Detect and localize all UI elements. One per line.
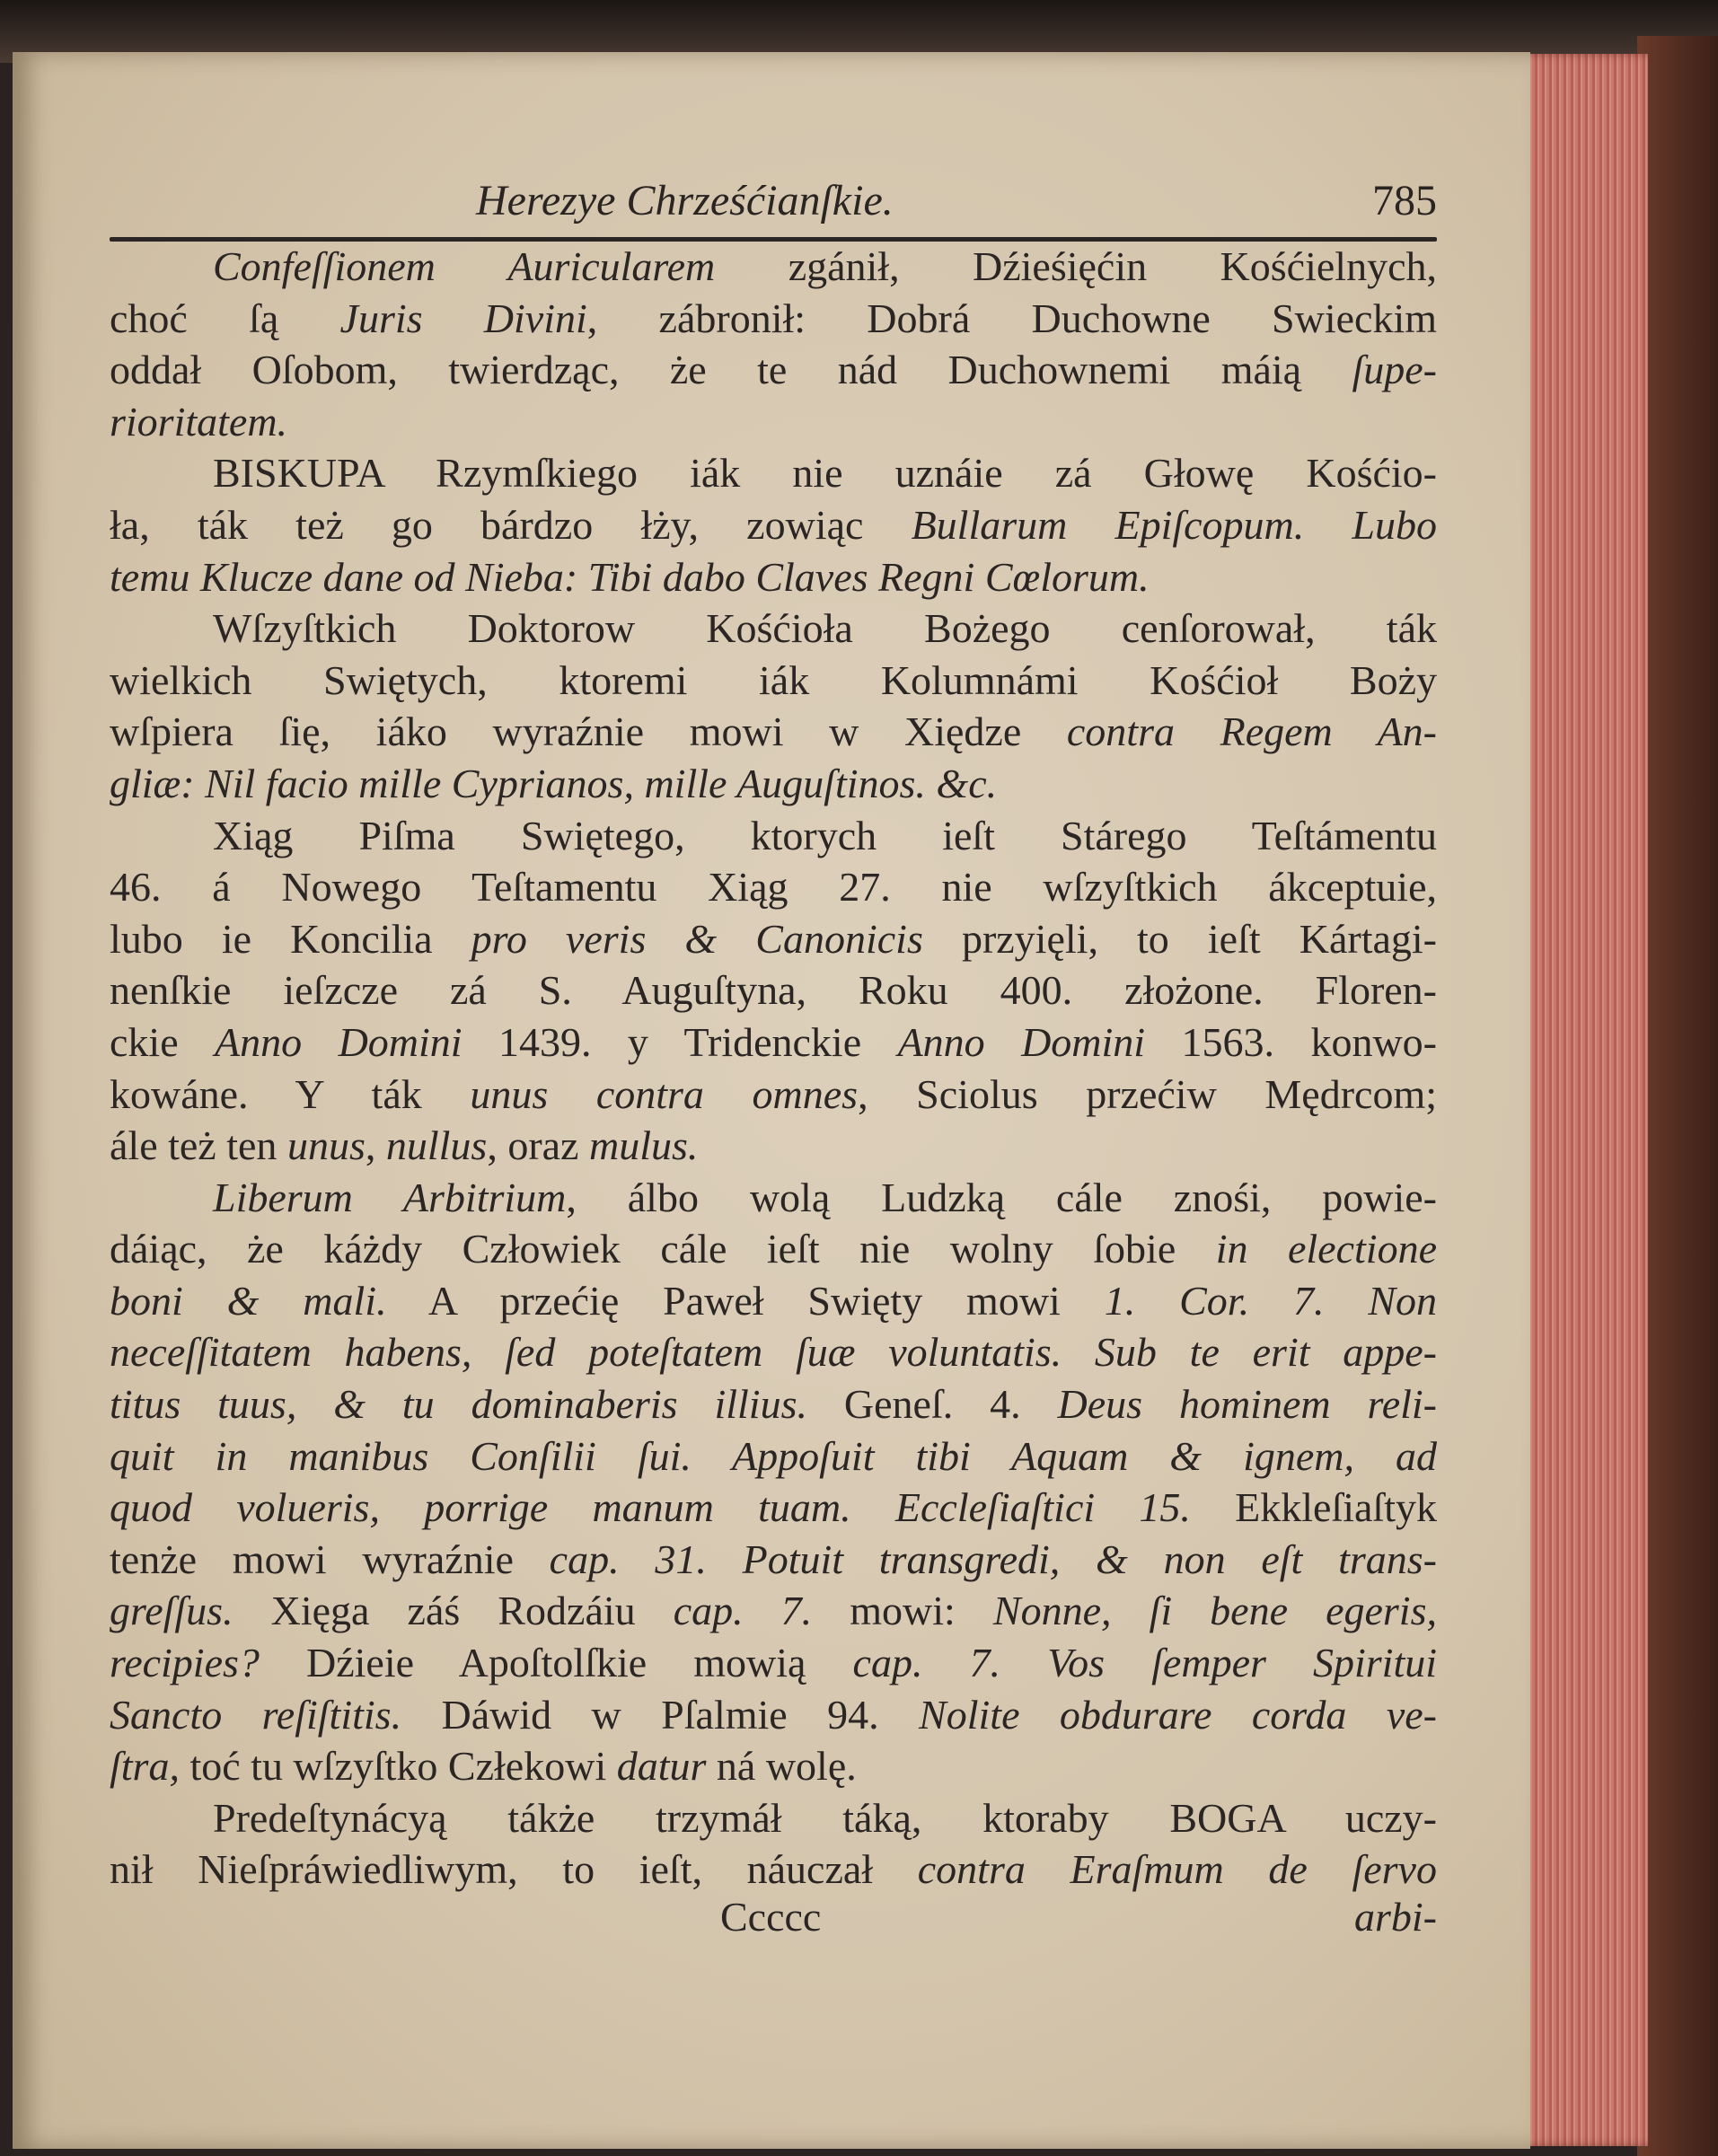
italic-text: contra Eraſmum de ſervo <box>917 1846 1437 1893</box>
italic-text: titus tuus, & tu dominaberis illius. <box>110 1381 807 1428</box>
text-line <box>110 913 1437 965</box>
body-text <box>110 241 1437 1896</box>
text-line <box>110 1172 1437 1224</box>
book-cover <box>1637 36 1718 2156</box>
text-line <box>110 964 1437 1016</box>
italic-text: Confeſſionem Auricularem <box>213 243 716 289</box>
italic-text: mulus. <box>588 1122 699 1169</box>
italic-text: quod volueris, porrige manum tuam. Eccleſiaſtici 15. <box>110 1484 1191 1531</box>
text-line <box>110 1844 1437 1896</box>
text-segment: przyięli, to ieſt Kártagi- <box>922 915 1437 962</box>
text-segment <box>1304 502 1352 548</box>
text-line <box>110 447 1437 499</box>
italic-text: temu Klucze dane od Nieba: Tibi dabo Claves Regni Cœlorum. <box>110 553 1150 600</box>
text-segment: zgánił, Dźieśięćin Kośćielnych, <box>715 243 1437 289</box>
text-segment: Ekkleſiaſtyk <box>1190 1484 1437 1531</box>
text-line <box>110 396 1437 448</box>
italic-text: quit in manibus Conſilii ſui. Appoſuit tibi Aquam & ignem, ad <box>110 1432 1437 1479</box>
text-segment: oddał Oſobom, twierdząc, że te nád Duchownemi máią <box>110 347 1352 393</box>
text-line <box>110 1120 1437 1172</box>
italic-text: Liberum Arbitrium <box>213 1174 567 1220</box>
text-segment: , oraz <box>487 1122 589 1169</box>
text-segment: tenże mowi wyraźnie <box>110 1536 550 1582</box>
text-segment: ná wolę. <box>706 1743 857 1790</box>
text-segment: Xięga záś Rodzáiu <box>233 1588 674 1634</box>
text-line <box>110 1069 1437 1121</box>
italic-text: in electione <box>1215 1226 1437 1272</box>
italic-text: pro veris & Canonicis <box>471 915 923 962</box>
text-line <box>110 1689 1437 1741</box>
text-line <box>110 1740 1437 1792</box>
text-line <box>110 499 1437 551</box>
text-segment: Xiąg Piſma Swiętego, ktorych ieſt Stárego Teſtámentu <box>213 812 1437 858</box>
italic-text: gliæ: Nil facio mille Cyprianos, mille Auguſtinos. &c. <box>110 760 998 806</box>
italic-text: contra Regem An- <box>1066 708 1437 755</box>
signature-mark: Ccccc <box>720 1894 822 1940</box>
text-line <box>110 241 1437 293</box>
text-line <box>110 1275 1437 1327</box>
text-line <box>110 1585 1437 1637</box>
text-segment: Predeſtynácyą tákże trzymáł táką, ktoraby BOGA uczy- <box>213 1794 1437 1841</box>
text-line <box>110 706 1437 758</box>
italic-text: ſupe- <box>1352 347 1437 393</box>
catchword: arbi- <box>1354 1894 1437 1940</box>
text-segment: 46. á Nowego Teſtamentu Xiąg 27. nie wſzyſtkich ákceptuie, <box>110 864 1437 911</box>
text-line <box>110 293 1437 345</box>
italic-text: Deus hominem reli- <box>1057 1381 1437 1428</box>
text-segment: , <box>365 1122 386 1169</box>
text-line <box>110 344 1437 396</box>
italic-text: cap. 31. Potuit transgredi, & non eſt trans- <box>549 1536 1437 1582</box>
italic-text: Anno Domini <box>897 1018 1146 1065</box>
running-header <box>110 176 1437 230</box>
text-line <box>110 758 1437 810</box>
text-segment: choć ſą <box>110 295 340 341</box>
text-segment: Wſzyſtkich Doktorow Kośćioła Bożego cenſorował, ták <box>213 605 1437 652</box>
italic-text: cap. 7. <box>673 1588 813 1634</box>
italic-text: Juris Divini <box>339 295 587 341</box>
italic-text: nullus <box>385 1122 488 1169</box>
text-segment: Geneſ. 4. <box>807 1381 1058 1428</box>
text-segment: Dáwid w Pſalmie 94. <box>401 1691 920 1738</box>
text-segment: ále też ten <box>110 1122 287 1169</box>
text-segment: , Sciolus przećiw Mędrcom; <box>858 1070 1437 1117</box>
text-segment: , zábronił: Dobrá Duchowne Swieckim <box>586 295 1437 341</box>
text-line <box>110 655 1437 707</box>
text-line <box>110 603 1437 655</box>
page-footer <box>110 1893 1437 1947</box>
text-line <box>110 1430 1437 1483</box>
italic-text: Nonne, ſi bene egeris, <box>992 1588 1437 1634</box>
text-segment: nenſkie ieſzcze zá S. Auguſtyna, Roku 400. złożone. Floren- <box>110 967 1437 1014</box>
italic-text: datur <box>616 1743 707 1790</box>
text-segment: kowáne. Y ták <box>110 1070 471 1117</box>
text-segment: A przećię Paweł Swięty mowi <box>386 1277 1105 1324</box>
running-title: Herezye Chrześćianſkie. <box>476 177 894 224</box>
italic-text: neceſſitatem habens, ſed poteſtatem ſuæ voluntatis. Sub te erit appe- <box>110 1329 1437 1376</box>
italic-text: unus contra omnes <box>470 1070 859 1117</box>
italic-text: 1. Cor. 7. Non <box>1104 1277 1437 1324</box>
text-segment: ła, ták też go bárdzo łży, zowiąc <box>110 501 912 548</box>
text-line <box>110 861 1437 913</box>
text-segment: , álbo wolą Ludzką cále znośi, powie- <box>566 1174 1437 1220</box>
page-number: 785 <box>1372 177 1437 224</box>
italic-text: Lubo <box>1352 501 1437 548</box>
italic-text: unus <box>286 1122 366 1169</box>
italic-text: ſtra, <box>110 1743 180 1790</box>
text-segment: ckie <box>110 1018 216 1065</box>
italic-text: greſſus. <box>110 1588 233 1634</box>
page-edges <box>1518 54 1648 2146</box>
italic-text: cap. 7. Vos ſemper Spiritui <box>852 1640 1437 1686</box>
italic-text: Sancto reſiſtitis. <box>110 1691 402 1738</box>
text-line <box>110 1534 1437 1586</box>
text-line <box>110 810 1437 862</box>
italic-text: rioritatem. <box>110 398 288 444</box>
text-line <box>110 1326 1437 1378</box>
text-segment: wielkich Swiętych, ktoremi iák Kolumnámi Kośćioł Boży <box>110 656 1437 703</box>
italic-text: Bullarum Epiſcopum. <box>911 501 1305 548</box>
text-segment: wſpiera ſię, iáko wyraźnie mowi w Xiędze <box>110 708 1067 755</box>
text-line <box>110 1016 1437 1069</box>
text-segment: BISKUPA Rzymſkiego iák nie uznáie zá Głowę Kośćio- <box>213 450 1437 497</box>
text-line <box>110 1378 1437 1430</box>
italic-text: Anno Domini <box>215 1018 463 1065</box>
text-line <box>110 1792 1437 1844</box>
text-line <box>110 1223 1437 1275</box>
text-segment: lubo ie Koncilia <box>110 915 471 962</box>
text-segment: 1439. y Tridenckie <box>462 1018 898 1065</box>
text-line <box>110 1482 1437 1534</box>
text-segment: 1563. konwo- <box>1145 1018 1437 1065</box>
italic-text: Nolite obdurare corda ve- <box>919 1691 1437 1738</box>
text-segment: mowi: <box>812 1588 993 1634</box>
text-segment: Dźieie Apoſtolſkie mowią <box>259 1640 853 1686</box>
italic-text: recipies? <box>110 1640 260 1686</box>
text-segment: toć tu wſzyſtko Człekowi <box>179 1743 617 1790</box>
italic-text: boni & mali. <box>110 1277 387 1324</box>
text-segment: dáiąc, że káżdy Człowiek cále ieſt nie wolny ſobie <box>110 1226 1216 1272</box>
text-segment: nił Nieſpráwiedliwym, to ieſt, náuczał <box>110 1846 918 1893</box>
text-line <box>110 551 1437 603</box>
text-line <box>110 1637 1437 1689</box>
